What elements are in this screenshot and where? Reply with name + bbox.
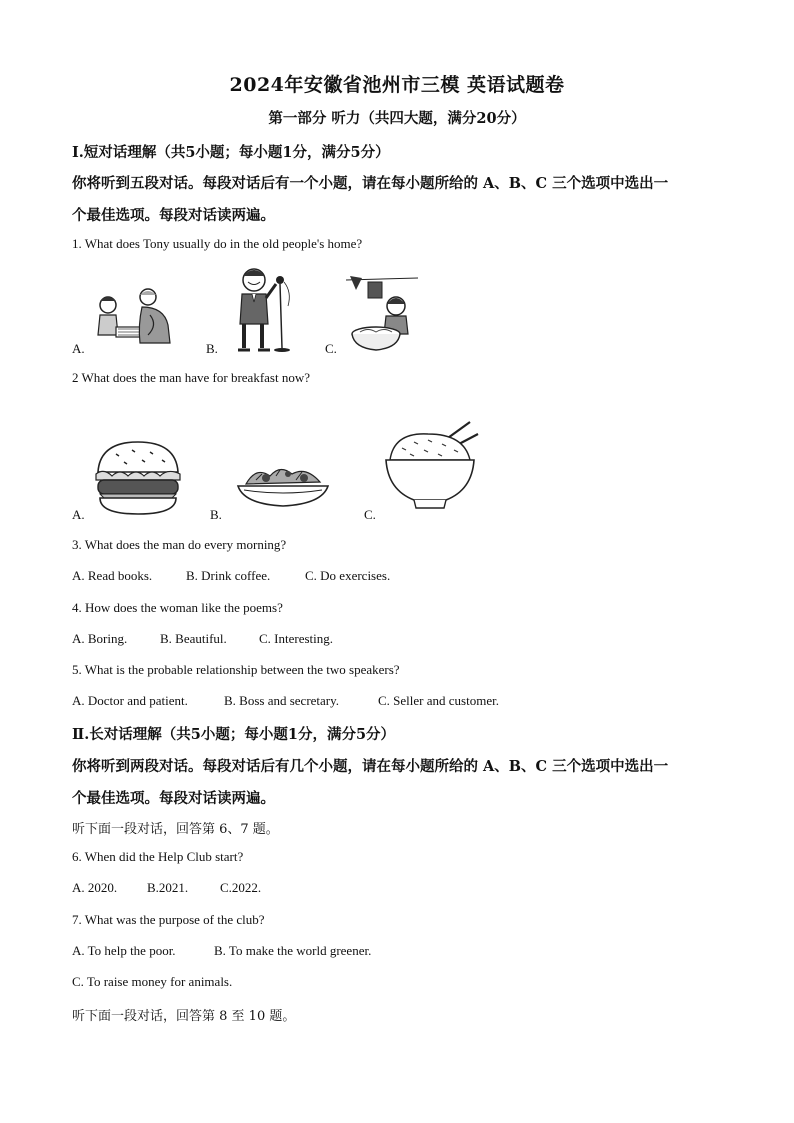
section-heading-short-dialogues: Ⅰ.短对话理解（共5小题；每小题1分，满分5分） xyxy=(72,144,390,161)
question-5: 5. What is the probable relationship between the two speakers? xyxy=(72,662,400,677)
listening-prompt: 听下面一段对话，回答第 6、7 题。 xyxy=(72,822,279,837)
q1-option-b-label: B. xyxy=(206,341,218,356)
instruction-line: 你将听到两段对话。每段对话后有几个小题，请在每小题所给的 A、B、C 三个选项中选出一 xyxy=(72,758,669,775)
q2-option-a-image xyxy=(92,438,184,518)
q3-option-a: A. Read books. xyxy=(72,568,153,583)
instruction-line: 个最佳选项。每段对话读两遍。 xyxy=(72,207,275,224)
question-3: 3. What does the man do every morning? xyxy=(72,537,287,552)
page-title: 2024年安徽省池州市三模 英语试题卷 xyxy=(229,74,565,96)
q1-option-b-image xyxy=(226,262,306,354)
question-1: 1. What does Tony usually do in the old people's home? xyxy=(72,236,363,251)
q6-option-b: B.2021. xyxy=(147,880,189,895)
q6-option-c: C.2022. xyxy=(220,880,262,895)
q1-option-a-image xyxy=(90,285,180,350)
q4-option-b: B. Beautiful. xyxy=(160,631,227,646)
q2-option-a-label: A. xyxy=(72,507,85,522)
instruction-line: 个最佳选项。每段对话读两遍。 xyxy=(72,790,275,807)
q2-option-b-image xyxy=(236,460,330,510)
q7-option-b: B. To make the world greener. xyxy=(214,943,372,958)
q6-option-a: A. 2020. xyxy=(72,880,118,895)
q5-option-a: A. Doctor and patient. xyxy=(72,693,188,708)
question-6: 6. When did the Help Club start? xyxy=(72,849,244,864)
q7-option-a: A. To help the poor. xyxy=(72,943,176,958)
q5-option-c: C. Seller and customer. xyxy=(378,693,499,708)
q5-option-b: B. Boss and secretary. xyxy=(224,693,340,708)
q2-option-b-label: B. xyxy=(210,507,222,522)
section-heading-long-dialogues: Ⅱ.长对话理解（共5小题；每小题1分，满分5分） xyxy=(72,726,396,743)
page-subtitle: 第一部分 听力（共四大题，满分20分） xyxy=(268,110,526,127)
instruction-line: 你将听到五段对话。每段对话后有一个小题，请在每小题所给的 A、B、C 三个选项中选出一 xyxy=(72,175,669,192)
q2-option-c-image xyxy=(384,418,480,518)
q2-option-c-label: C. xyxy=(364,507,376,522)
q4-option-c: C. Interesting. xyxy=(259,631,334,646)
q1-option-c-image xyxy=(342,272,422,354)
listening-prompt: 听下面一段对话，回答第 8 至 10 题。 xyxy=(72,1009,296,1024)
question-2: 2 What does the man have for breakfast now? xyxy=(72,370,311,385)
q3-option-c: C. Do exercises. xyxy=(305,568,391,583)
q3-option-b: B. Drink coffee. xyxy=(186,568,271,583)
q7-option-c: C. To raise money for animals. xyxy=(72,974,233,989)
q4-option-a: A. Boring. xyxy=(72,631,128,646)
q1-option-a-label: A. xyxy=(72,341,85,356)
question-4: 4. How does the woman like the poems? xyxy=(72,600,283,615)
q1-option-c-label: C. xyxy=(325,341,337,356)
question-7: 7. What was the purpose of the club? xyxy=(72,912,265,927)
